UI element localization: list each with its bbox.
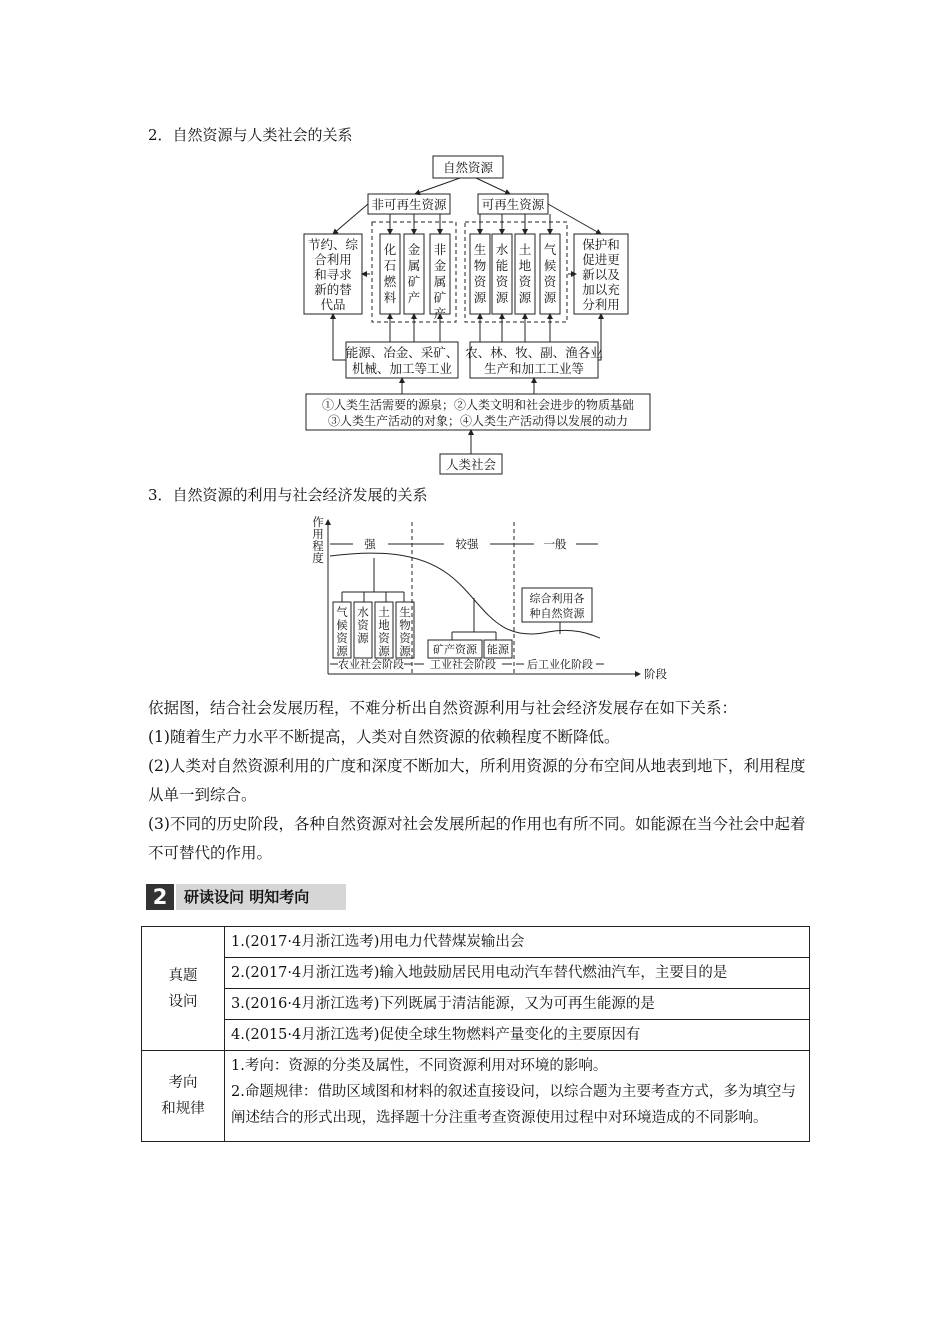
rightbox-line: 新以及	[582, 267, 620, 282]
agri-char: 源	[378, 644, 390, 658]
ritems-char: 源	[495, 290, 509, 305]
nritems-char: 燃	[383, 274, 397, 289]
section-number-badge: 2	[146, 884, 174, 910]
ylab-char: 作	[312, 515, 324, 529]
nonrenewable-label: 非可再生资源	[371, 197, 447, 212]
ritems-char: 资	[518, 274, 532, 289]
row-label-questions: 真题 设问	[142, 927, 225, 1051]
agri-items-text	[336, 605, 411, 658]
nritems-char: 属	[407, 258, 421, 273]
rightbox-line: 分利用	[582, 297, 620, 312]
agri-char: 候	[336, 618, 348, 632]
bottom-label: 人类社会	[445, 457, 497, 472]
agri-char: 水	[357, 605, 369, 619]
x-axis-label: 阶段	[644, 667, 667, 681]
rightbox-line: 加以充	[582, 282, 620, 297]
ritems-char: 源	[543, 290, 557, 305]
ritems-char: 资	[543, 274, 557, 289]
question-table	[141, 926, 810, 1142]
agri-char: 源	[357, 631, 369, 645]
table-row	[142, 1020, 810, 1051]
table-row	[142, 989, 810, 1020]
y-axis-label	[312, 515, 324, 565]
rightbox-line: 保护和	[582, 237, 620, 252]
ritems-char: 资	[473, 274, 487, 289]
ylab-char: 程	[312, 539, 324, 553]
ritems-char: 生	[473, 242, 487, 257]
nr-items-text	[384, 242, 447, 321]
ritems-char: 资	[495, 274, 509, 289]
zone-weak: 一般	[543, 537, 567, 551]
agri-char: 生	[399, 605, 411, 619]
roles-line2: ③人类生产活动的对象；④人类生产活动得以发展的动力	[327, 414, 629, 428]
table-row	[142, 958, 810, 989]
nritems-char: 石	[383, 258, 397, 273]
ritems-char: 土	[518, 242, 532, 257]
trend-item: 2.命题规律：借助区域图和材料的叙述直接设问，以综合题为主要考查方式，多为填空与阐述结合的形式出现，选择题十分注重考查资源使用过程中对环境造成的不同影响。	[231, 1084, 796, 1126]
leftbox-line: 代品	[320, 297, 346, 312]
ritems-char: 能	[495, 258, 509, 273]
mineral-label: 矿产资源	[433, 643, 477, 656]
nritems-char: 属	[433, 274, 447, 289]
agri-char: 物	[399, 618, 411, 632]
point-2: (2)人类对自然资源利用的广度和深度不断加大，所利用资源的分布空间从地表到地下，利用程度从单一到综合。	[148, 757, 806, 804]
ritems-char: 候	[543, 258, 557, 273]
right-advice-text	[582, 237, 620, 312]
stage-post: 后工业化阶段	[527, 658, 593, 671]
ylab-char: 度	[312, 551, 324, 565]
resource-stage-chart	[308, 514, 668, 694]
agri-char: 资	[357, 618, 369, 632]
ritems-char: 源	[473, 290, 487, 305]
section-title: 研读设问 明知考向	[176, 884, 346, 910]
question-item: 1.(2017·4月浙江选考)用电力代替煤炭输出会	[225, 927, 810, 958]
nritems-char: 化	[383, 242, 397, 257]
zone-medium: 较强	[455, 537, 479, 551]
trend-item: 1.考向：资源的分类及属性，不同资源利用对环境的影响。	[231, 1058, 608, 1074]
energy-label: 能源	[487, 643, 509, 656]
ritems-char: 物	[473, 258, 487, 273]
point-3: (3)不同的历史阶段，各种自然资源对社会发展所起的作用也有所不同。如能源在当今社会中起着不可替代的作用。	[148, 815, 806, 862]
nritems-char: 产	[407, 290, 421, 305]
section3-heading: 3．自然资源的利用与社会经济发展的关系	[148, 486, 428, 504]
stage-industrial: 工业社会阶段	[430, 658, 496, 671]
left-advice-text	[308, 237, 359, 312]
point-1: (1)随着生产力水平不断提高，人类对自然资源的依赖程度不断降低。	[148, 728, 620, 746]
nritems-char: 产	[433, 306, 447, 321]
nritems-char: 金	[407, 242, 421, 257]
ritems-char: 气	[543, 242, 557, 257]
resource-society-diagram	[300, 150, 660, 480]
industry-left-line1: 能源、冶金、采矿、	[345, 345, 459, 360]
question-item: 4.(2015·4月浙江选考)促使全球生物燃料产量变化的主要原因有	[225, 1020, 810, 1051]
ritems-char: 地	[518, 258, 532, 273]
leftbox-line: 和寻求	[314, 267, 352, 282]
nritems-char: 矿	[433, 290, 447, 305]
agri-char: 源	[336, 644, 348, 658]
agri-char: 源	[399, 644, 411, 658]
rightbox-line: 促进更	[582, 252, 620, 267]
industry-right-line1: 农、林、牧、副、渔各业	[465, 345, 603, 360]
question-item: 3.(2016·4月浙江选考)下列既属于清洁能源，又为可再生能源的是	[225, 989, 810, 1020]
post-note-line1: 综合利用各	[529, 592, 585, 605]
industry-right-line2: 生产和加工工业等	[483, 361, 585, 376]
leftbox-line: 新的替	[314, 282, 352, 297]
zone-strong: 强	[364, 537, 376, 551]
row-label-trends: 考向 和规律	[142, 1051, 225, 1142]
agri-char: 资	[336, 631, 348, 645]
leftbox-line: 节约、综	[307, 237, 359, 252]
agri-char: 地	[378, 618, 390, 632]
ritems-char: 水	[495, 242, 509, 257]
leftbox-line: 合利用	[314, 252, 352, 267]
section3-intro: 依据图，结合社会发展历程，不难分析出自然资源利用与社会经济发展存在如下关系：	[148, 699, 738, 717]
nritems-char: 矿	[407, 274, 421, 289]
section2-heading: 2．自然资源与人类社会的关系	[148, 126, 353, 144]
ylab-char: 用	[312, 527, 324, 541]
agri-char: 土	[378, 605, 390, 619]
industry-left-line2: 机械、加工等工业	[351, 361, 453, 376]
question-item: 2.(2017·4月浙江选考)输入地鼓励居民用电动汽车替代燃油汽车，主要目的是	[225, 958, 810, 989]
table-row	[142, 1051, 810, 1142]
agri-char: 资	[378, 631, 390, 645]
post-note-line2: 种自然资源	[529, 607, 585, 620]
table-row	[142, 927, 810, 958]
agri-char: 气	[336, 605, 348, 619]
ritems-char: 源	[518, 290, 532, 305]
agri-char: 资	[399, 631, 411, 645]
nritems-char: 金	[433, 258, 447, 273]
stage-agri: 农业社会阶段	[338, 658, 404, 671]
renewable-label: 可再生资源	[481, 197, 545, 212]
nritems-char: 非	[433, 242, 447, 257]
roles-line1: ①人类生活需要的源泉；②人类文明和社会进步的物质基础	[321, 398, 635, 412]
nritems-char: 料	[383, 290, 397, 305]
diagram-top-label: 自然资源	[442, 160, 494, 175]
